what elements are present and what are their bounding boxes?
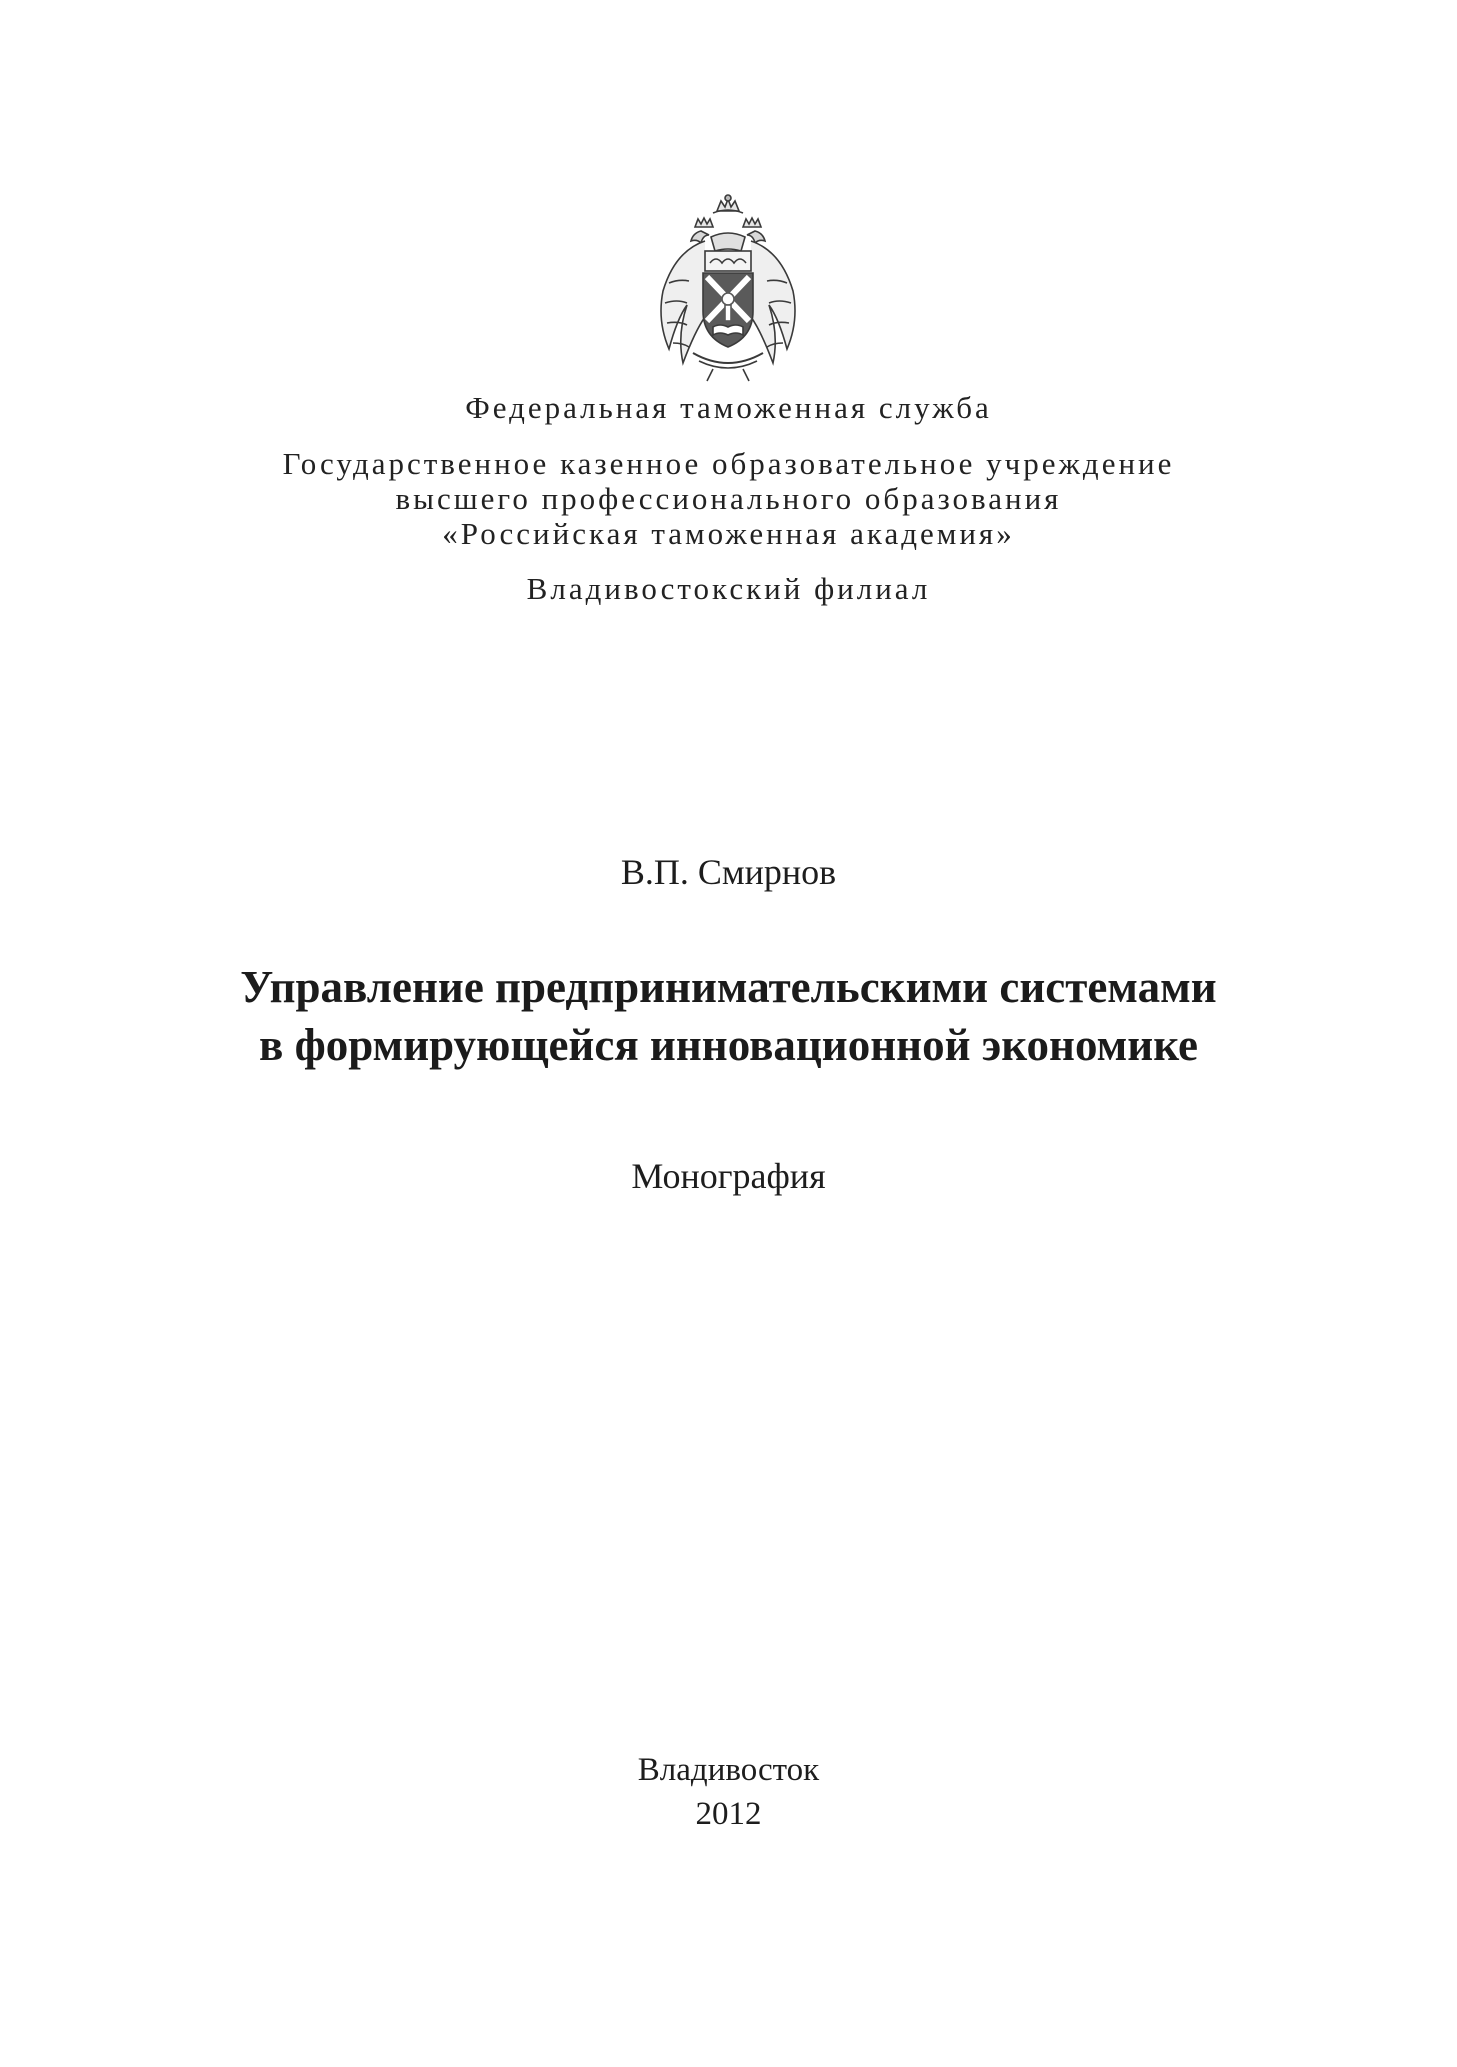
imprint-year: 2012	[695, 1796, 762, 1832]
institution-line-1: Государственное казенное образовательное учреждение	[282, 446, 1175, 481]
imprint-city: Владивосток	[637, 1752, 820, 1788]
book-title-line-1: Управление предпринимательскими системами	[240, 962, 1217, 1012]
agency-name: Федеральная таможенная служба	[465, 390, 992, 425]
publication-type: Монография	[631, 1156, 826, 1196]
institution-line-3: «Российская таможенная академия»	[442, 516, 1015, 551]
branch-name: Владивостокский филиал	[526, 571, 931, 606]
academy-coat-of-arms-icon	[653, 193, 803, 385]
institution-line-2: высшего профессионального образования	[395, 481, 1062, 516]
book-title-line-2: в формирующейся инновационной экономике	[259, 1020, 1198, 1070]
author-name: В.П. Смирнов	[620, 852, 837, 892]
